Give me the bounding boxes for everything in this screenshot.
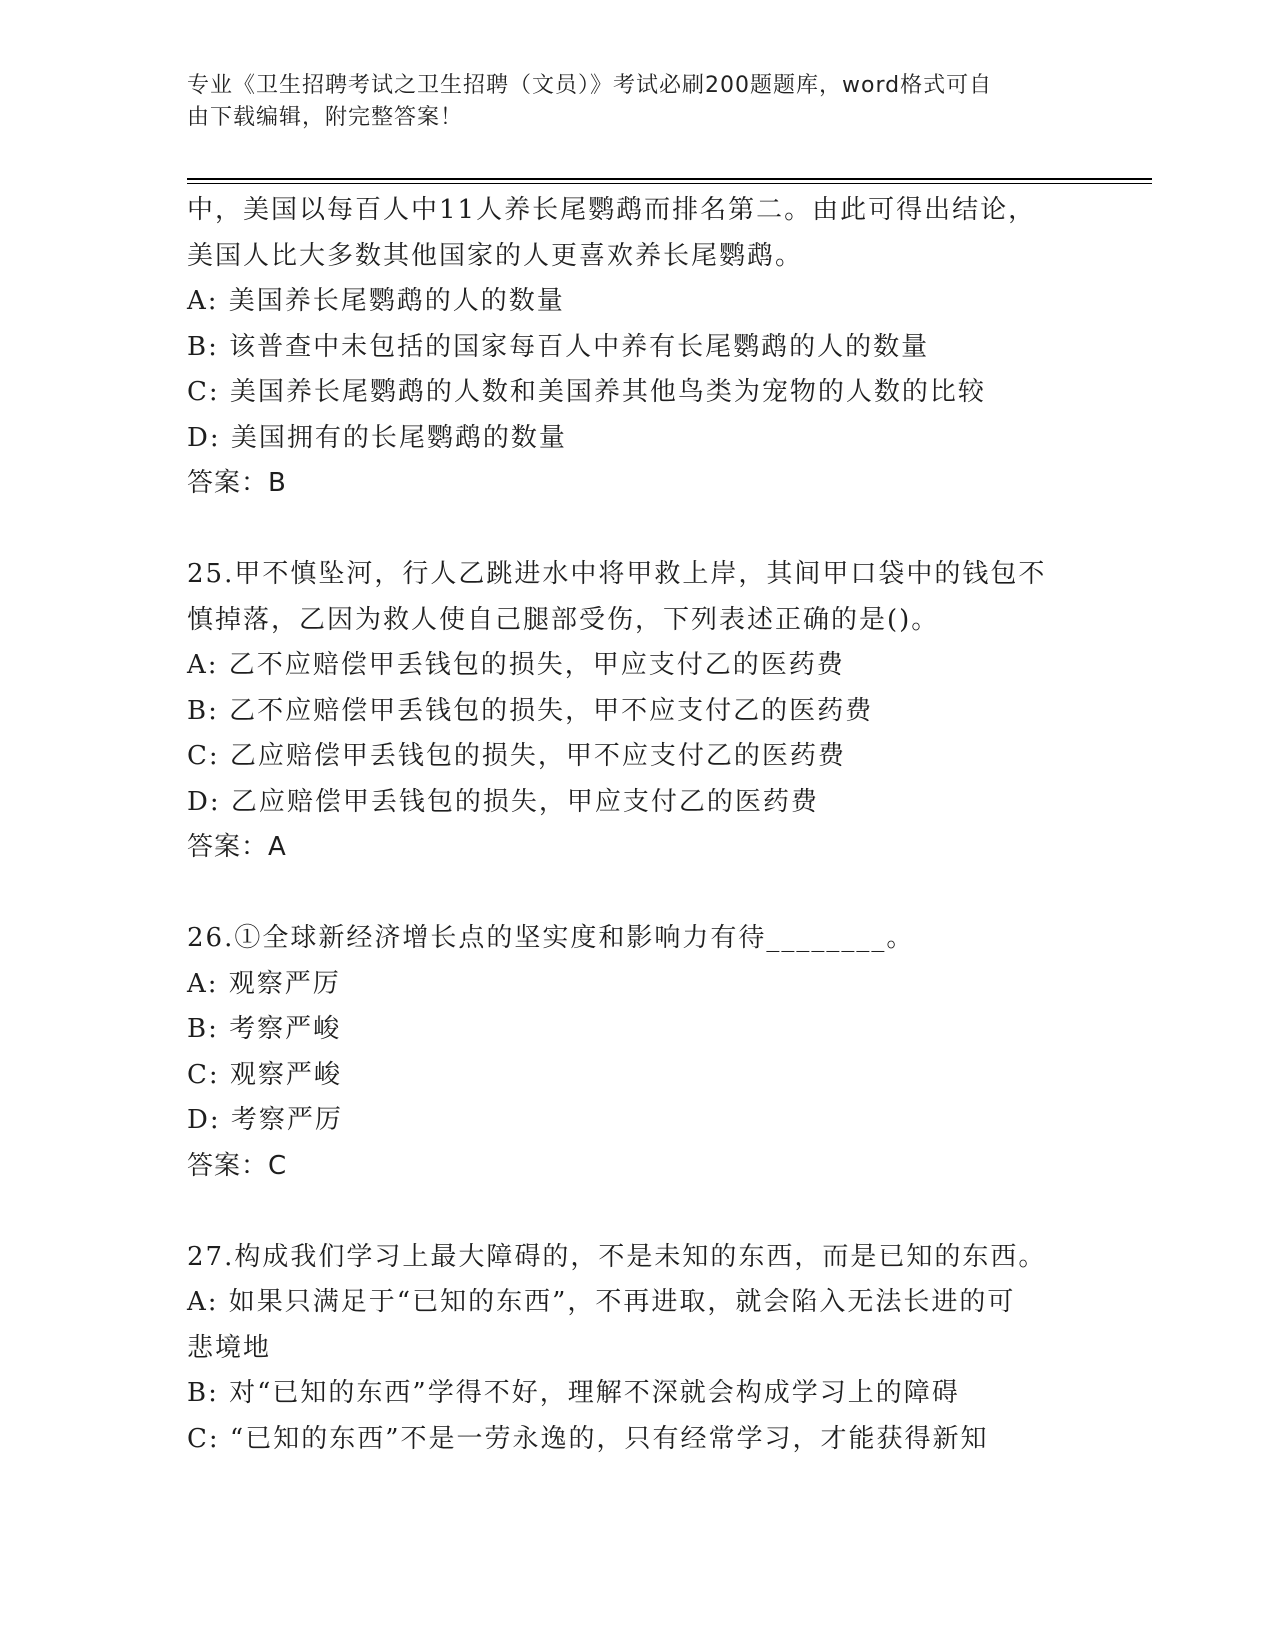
question-spacer	[187, 1189, 1067, 1235]
option-b: B: 乙不应赔偿甲丢钱包的损失，甲不应支付乙的医药费	[187, 695, 874, 726]
option-a: A: 观察严厉	[187, 968, 341, 999]
question-stem: 27.构成我们学习上最大障碍的，不是未知的东西，而是已知的东西。	[187, 1241, 1047, 1272]
option-a: A: 美国养长尾鹦鹉的人的数量	[187, 286, 565, 316]
header-divider-thick	[187, 178, 1152, 180]
option-c: C: 美国养长尾鹦鹉的人数和美国养其他鸟类为宠物的人数的比较	[187, 377, 986, 407]
question-stem: 美国人比大多数其他国家的人更喜欢养长尾鹦鹉。	[187, 240, 804, 271]
question-26	[187, 916, 1067, 1189]
option-a: A: 如果只满足于“已知的东西”，不再进取，就会陷入无法长进的可	[187, 1287, 1016, 1317]
question-content	[187, 188, 1067, 1462]
header-divider-thin	[187, 183, 1152, 184]
document-header	[187, 70, 1067, 134]
option-d: D: 乙应赔偿甲丢钱包的损失，甲应支付乙的医药费	[187, 786, 819, 817]
question-stem: 26.①全球新经济增长点的坚实度和影响力有待________。	[187, 923, 915, 953]
header-title-line-2: 由下载编辑，附完整答案！	[187, 105, 464, 130]
option-b: B: 该普查中未包括的国家每百人中养有长尾鹦鹉的人的数量	[187, 331, 930, 362]
option-d: D: 美国拥有的长尾鹦鹉的数量	[187, 422, 567, 453]
question-27	[187, 1235, 1067, 1463]
answer-label: 答案：C	[187, 1150, 288, 1181]
header-title-line-1: 专业《卫生招聘考试之卫生招聘（文员）》考试必刷200题题库，word格式可自	[187, 73, 993, 98]
option-b: B: 对“已知的东西”学得不好，理解不深就会构成学习上的障碍	[187, 1378, 960, 1408]
option-d: D: 考察严厉	[187, 1105, 343, 1135]
question-stem: 慎掉落，乙因为救人使自己腿部受伤，下列表述正确的是()。	[187, 604, 940, 635]
question-spacer	[187, 871, 1067, 917]
question-stem: 中，美国以每百人中11人养长尾鹦鹉而排名第二。由此可得出结论，	[187, 195, 1037, 225]
option-b: B: 考察严峻	[187, 1014, 342, 1044]
answer-label: 答案：A	[187, 832, 287, 862]
answer-label: 答案：B	[187, 468, 287, 498]
question-25	[187, 552, 1067, 871]
question-spacer	[187, 507, 1067, 553]
option-c: C: “已知的东西”不是一劳永逸的，只有经常学习，才能获得新知	[187, 1423, 989, 1454]
option-a-continued: 悲境地	[187, 1332, 272, 1363]
question-stem: 25.甲不慎坠河，行人乙跳进水中将甲救上岸，其间甲口袋中的钱包不	[187, 559, 1047, 589]
question-24	[187, 188, 1067, 507]
option-c: C: 乙应赔偿甲丢钱包的损失，甲不应支付乙的医药费	[187, 741, 846, 771]
option-a: A: 乙不应赔偿甲丢钱包的损失，甲应支付乙的医药费	[187, 650, 845, 680]
option-c: C: 观察严峻	[187, 1059, 342, 1090]
